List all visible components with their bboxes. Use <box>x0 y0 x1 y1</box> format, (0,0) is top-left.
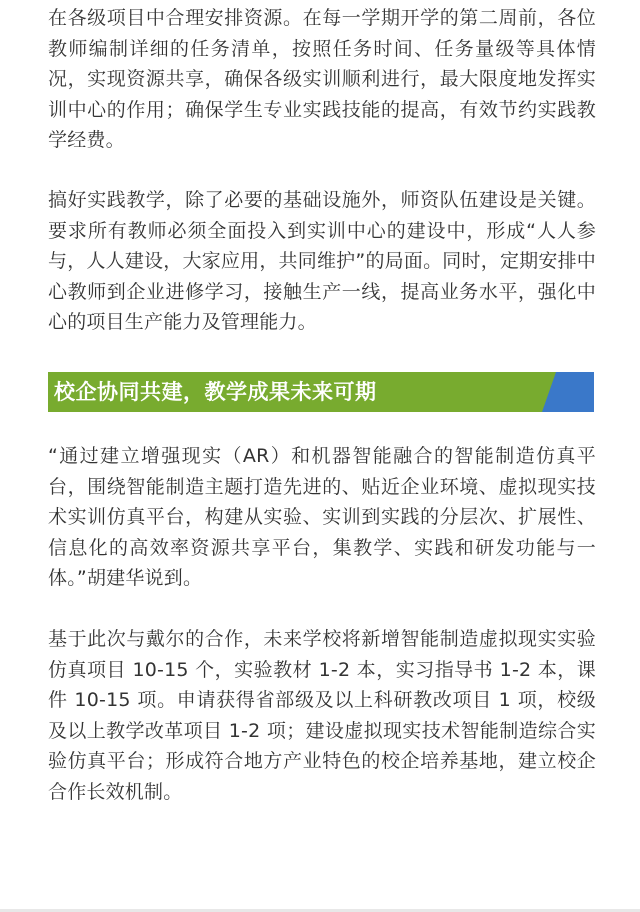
section-title: 校企协同共建，教学成果未来可期 <box>54 380 377 404</box>
section-header <box>48 372 594 412</box>
paragraph-quote: “通过建立增强现实（AR）和机器智能融合的智能制造仿真平台，围绕智能制造主题打造先进的、贴近企业环境、虚拟现实技术实训仿真平台，构建从实验、实训到实践的分层次、扩展性、信息化的高效率资源共享平台，集教学、实践和研发功能与一体。”胡建华说到。 <box>48 445 596 589</box>
paragraph-resource-allocation: 在各级项目中合理安排资源。在每一学期开学的第二周前，各位教师编制详细的任务清单，按照任务时间、任务量级等具体情况，实现资源共享，确保各级实训顺利进行，最大限度地发挥实训中心的作用；确保学生专业实践技能的提高，有效节约实践教学经费。 <box>48 7 596 151</box>
header-accent-shape <box>542 372 594 412</box>
paragraph-future-plans: 基于此次与戴尔的合作，未来学校将新增智能制造虚拟现实实验仿真项目 10-15 个，实验教材 1-2 本，实习指导书 1-2 本，课件 10-15 项。申请获得省部级及以上科研教改项目 1 项，校级及以上教学改革项目 1-2 项；建设虚拟现实技术智能制造综合实验仿真平台；形成符合地方产业特色的校企培养基地，建立校企合作长效机制。 <box>48 628 596 803</box>
paragraph-teaching-staff: 搞好实践教学，除了必要的基础设施外，师资队伍建设是关键。要求所有教师必须全面投入到实训中心的建设中，形成“人人参与，人人建设，大家应用，共同维护”的局面。同时，定期安排中心教师到企业进修学习，接触生产一线，提高业务水平，强化中心的项目生产能力及管理能力。 <box>48 189 596 333</box>
